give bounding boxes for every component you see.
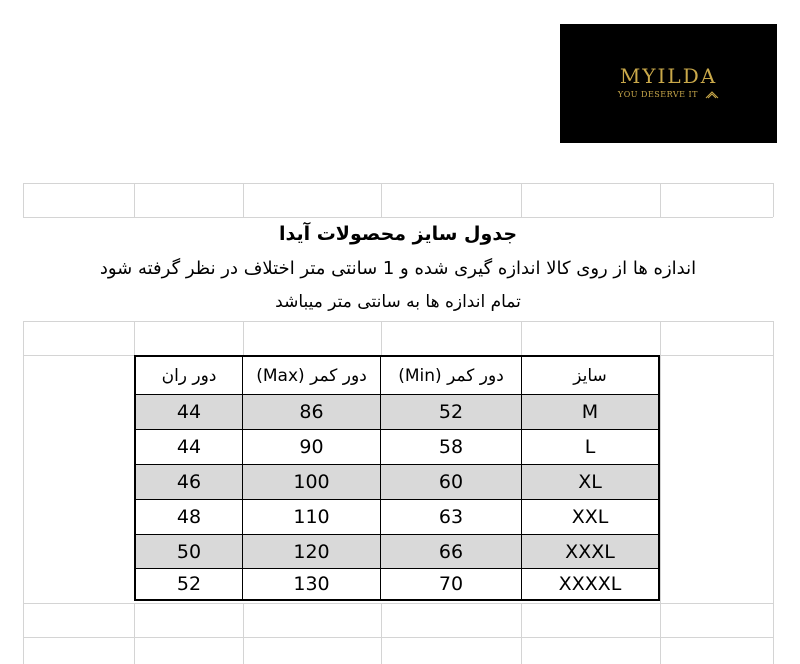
cell-thigh: 52 (176, 573, 202, 595)
grid-line (134, 603, 135, 664)
cell-waist-min: 70 (380, 569, 521, 599)
measurement-note: اندازه ها از روی کالا اندازه گیری شده و 1 سانتی متر اختلاف در نظر گرفته شود (99, 258, 697, 279)
size-chart-title: جدول سایز محصولات آیدا (278, 223, 518, 245)
cell-thigh: 44 (176, 401, 202, 423)
grid-line (243, 321, 244, 355)
cell-size: XXXL (521, 535, 658, 568)
cell-size: L (521, 430, 658, 464)
brand-tagline: YOU DESERVE IT (617, 90, 699, 99)
brand-logo (560, 24, 777, 143)
brand-name: MYILDA (619, 64, 718, 88)
grid-line (134, 321, 135, 355)
grid-line (773, 355, 774, 664)
cell-waist-max: 90 (242, 430, 380, 464)
table-header-row (136, 357, 658, 394)
grid-line (660, 355, 661, 664)
cell-waist-min: 52 (380, 395, 521, 429)
cell-size: XXXXL (521, 569, 658, 599)
cell-thigh: 44 (176, 436, 202, 458)
grid-line (521, 183, 522, 217)
cell-size: XXL (521, 500, 658, 534)
cell-size: XL (521, 465, 658, 499)
grid-line (23, 217, 773, 218)
cell-waist-max: 110 (242, 500, 380, 534)
grid-line (134, 183, 135, 217)
grid-line (660, 321, 661, 355)
cell-waist-max: 130 (242, 569, 380, 599)
units-note: تمام اندازه ها به سانتی متر میباشد (275, 292, 521, 312)
cell-waist-min: 63 (380, 500, 521, 534)
grid-line (773, 321, 774, 355)
header-waist-max: دور کمر (Max) (242, 357, 380, 394)
grid-line (243, 183, 244, 217)
grid-line (381, 183, 382, 217)
grid-line (521, 321, 522, 355)
grid-line (660, 183, 661, 217)
grid-line (243, 603, 244, 664)
cell-thigh: 50 (176, 540, 202, 563)
cell-waist-max: 100 (242, 465, 380, 499)
header-waist-min: دور کمر (Min) (380, 357, 521, 394)
cell-size: M (521, 395, 658, 429)
cell-waist-min: 60 (380, 465, 521, 499)
size-table (134, 355, 660, 601)
grid-line (381, 603, 382, 664)
grid-line (23, 183, 24, 217)
cell-waist-min: 58 (380, 430, 521, 464)
brand-tagline-wrap (560, 90, 777, 99)
grid-line (773, 183, 774, 217)
table-row (136, 430, 658, 464)
cell-thigh: 48 (176, 506, 202, 528)
cell-waist-min: 66 (380, 535, 521, 568)
grid-line (23, 355, 24, 664)
table-row (136, 535, 658, 568)
table-row (136, 465, 658, 499)
cell-waist-max: 86 (242, 395, 380, 429)
grid-line (23, 321, 24, 355)
cell-waist-max: 120 (242, 535, 380, 568)
header-size: سایز (521, 357, 658, 394)
crown-icon (705, 91, 719, 99)
table-row (136, 500, 658, 534)
table-row (136, 569, 658, 599)
table-row (136, 395, 658, 429)
grid-line (381, 321, 382, 355)
grid-line (521, 603, 522, 664)
cell-thigh: 46 (176, 471, 202, 493)
header-thigh: دور ران (161, 365, 217, 386)
